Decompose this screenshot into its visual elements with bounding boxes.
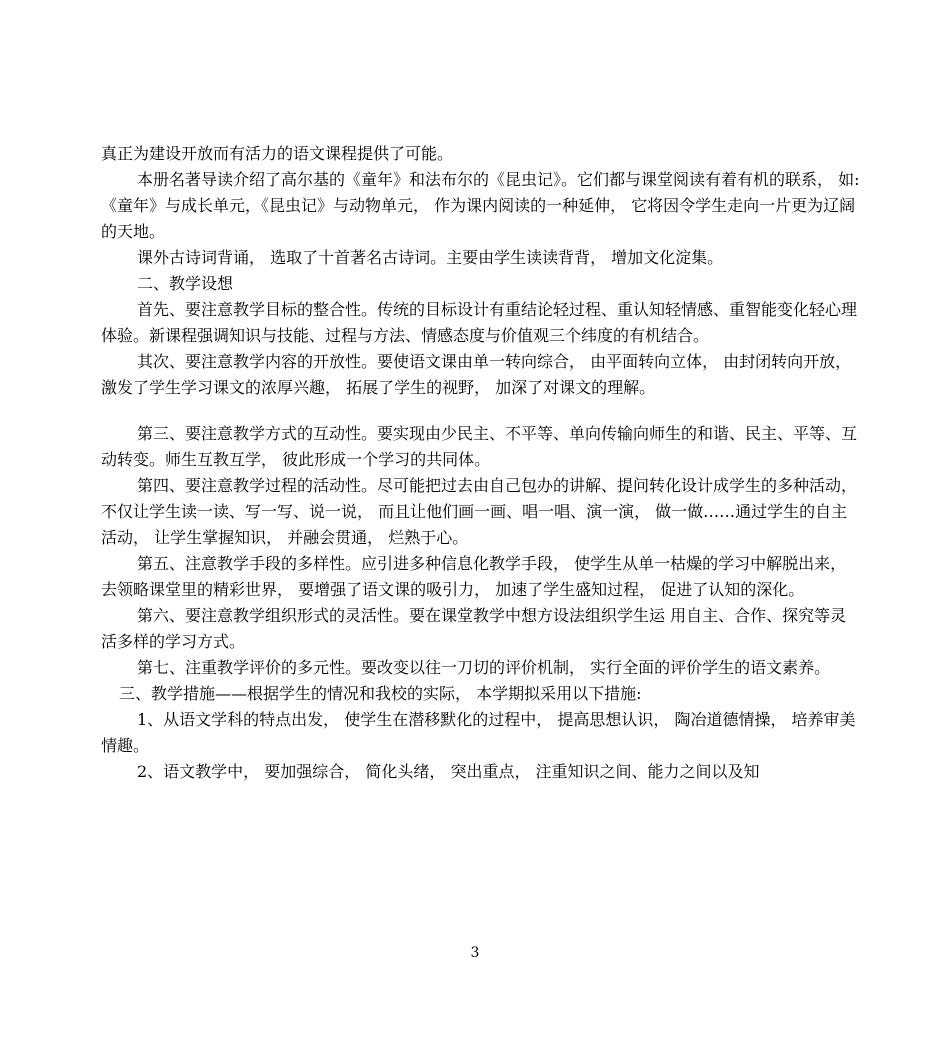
paragraph-second: 其次、要注意教学内容的开放性。要使语文课由单一转向综合， 由平面转向立体， 由封闭转向开放， 激发了学生学习课文的浓厚兴趣， 拓展了学生的视野， 加深了对课文的理解。 xyxy=(101,352,857,397)
paragraph-reading-guide: 本册名著导读介绍了高尔基的《童年》和法布尔的《昆虫记》。它们都与课堂阅读有着有机的联系， 如:《童年》与成长单元，《昆虫记》与动物单元， 作为课内阅读的一种延伸， 它将因令学生走向一片更为辽阔的天地。 xyxy=(101,170,860,241)
section-heading-teaching-ideas: 二、教学设想 xyxy=(137,274,234,293)
paragraph-seventh: 第七、注重教学评价的多元性。要改变以往一刀切的评价机制， 实行全面的评价学生的语文素养。 xyxy=(137,658,831,677)
paragraph-third: 第三、要注意教学方式的互动性。要实现由少民主、不平等、单向传输向师生的和谐、民主、平等、互动转变。师生互教互学， 彼此形成一个学习的共同体。 xyxy=(101,424,858,469)
document-body xyxy=(101,141,861,785)
page-number: 3 xyxy=(470,945,480,961)
paragraph-fifth: 第五、注意教学手段的多样性。应引进多种信息化教学手段， 使学生从单一枯燥的学习中解脱出来， 去领略课堂里的精彩世界， 要增强了语文课的吸引力， 加速了学生盛知过程， 促进了认知的深化。 xyxy=(101,554,852,599)
paragraph-fourth: 第四、要注意教学过程的活动性。尽可能把过去由自己包办的讲解、提问转化设计成学生的多种活动， 不仅让学生读一读、写一写、说一说， 而且让他们画一画、唱一唱、演一演， 做一做……通过学生的自主活动， 让学生掌握知识， 并融会贯通， 烂熟于心。 xyxy=(101,476,863,547)
paragraph-measure-1: 1、从语文学科的特点出发， 使学生在潜移默化的过程中， 提高思想认识， 陶冶道德情操， 培养审美情趣。 xyxy=(101,710,856,755)
paragraph-continuation: 真正为建设开放而有活力的语文课程提供了可能。 xyxy=(101,144,454,163)
paragraph-sixth: 第六、要注意教学组织形式的灵活性。要在课堂教学中想方设法组织学生运 用自主、合作、探究等灵活多样的学习方式。 xyxy=(101,606,847,651)
paragraph-poetry: 课外古诗词背诵， 选取了十首著名古诗词。主要由学生读读背背， 增加文化淀集。 xyxy=(137,248,724,267)
blank-line xyxy=(101,401,861,421)
paragraph-first: 首先、要注意教学目标的整合性。传统的目标设计有重结论轻过程、重认知轻情感、重智能变化轻心理体验。新课程强调知识与技能、过程与方法、情感态度与价值观三个纬度的有机结合。 xyxy=(101,300,858,345)
paragraph-measure-2: 2、语文教学中， 要加强综合， 简化头绪， 突出重点， 注重知识之间、能力之间以及知 xyxy=(137,762,760,781)
section-heading-measures: 三、教学措施——根据学生的情况和我校的实际， 本学期拟采用以下措施: xyxy=(119,684,642,703)
